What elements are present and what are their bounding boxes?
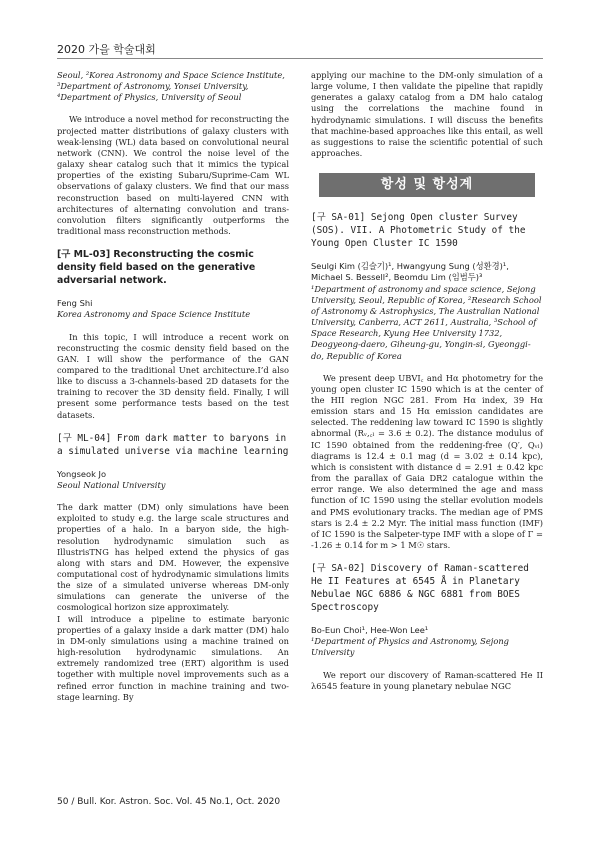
sa01-authors-line2: Michael S. Bessell², Beomdu Lim (임범두)³	[311, 272, 483, 283]
ml03-abstract: In this topic, I will introduce a recent work on reconstructing the cosmic density field based on the GAN. I will show the performance of the GAN compared to the traditional Unet architecture.I’d also like to discuss a 3-channels-based 2D datasets for the training to recover the 3D density field. Finally, I will present some performance tests based on the test datasets.	[57, 331, 289, 420]
ml03-title: [구 ML-03] Reconstructing the cosmic density field based on the generative adversarial network.	[57, 249, 256, 287]
ml04-abstract-p2: I will introduce a pipeline to estimate baryonic properties of a galaxy inside a dark matter (DM) halo in DM-only simulations using a machine trained on high-resolution hydrodynamic simulations. An extremely randomized tree (ERT) algorithm is used together with multiple novel improvements such as a refined error function in machine training and two-stage learning. By	[57, 613, 289, 702]
sa02-abstract: We report our discovery of Raman-scattered He II λ6545 feature in young planetary nebulae NGC	[311, 669, 543, 691]
page-footer: 50 / Bull. Kor. Astron. Soc. Vol. 45 No.1, Oct. 2020	[57, 797, 281, 807]
cnn-abstract: We introduce a novel method for reconstructing the projected matter distributions of galaxy clusters with weak-lensing (WL) data based on convolutional neural network (CNN). We control the noise level of the galaxy shear catalog such that it mimics the typical properties of the existing Subaru/Suprime-Cam WL observations of galaxy clusters. We find that our mass reconstruction based on multi-layered CNN with architectures of alternating convolution and trans-convolution filters significantly outperforms the traditional mass reconstruction methods.	[57, 114, 289, 237]
ml04-title: [구 ML-04] From dark matter to baryons in a simulated universe via machine learning	[57, 432, 289, 457]
sa01-title: [구 SA-01] Sejong Open cluster Survey (SOS). VII. A Photometric Study of the Young Open Cluster IC 1590	[311, 212, 526, 250]
sa01-abstract: We present deep UBVI꜀ and Hα photometry for the young open cluster IC 1590 which is at the center of the HII region NGC 281. From Hα index, 39 Hα emission stars and 15 Hα emission candidates are selected. The reddening law toward IC 1590 is slightly abnormal (Rᵥ,꜀ₗ = 3.6 ± 0.2). The distance modulus of IC 1590 obtained from the reddening-free (Q′, Qᵥₗ) diagrams is 12.4 ± 0.1 mag (d = 3.02 ± 0.14 kpc), which is consistent with distance d = 2.91 ± 0.42 kpc from the parallax of Gaia DR2 catalogue within the error range. We also determined the age and mass function of IC 1590 using the stellar evolution models and PMS evolutionary tracks. The median age of PMS stars is 2.4 ± 2.2 Myr. The initial mass function (IMF) of IC 1590 is the Salpeter-type IMF with a slope of Γ = -1.26 ± 0.14 for m > 1 M☉ stars.	[311, 372, 543, 550]
ml04-abstract-continued: applying our machine to the DM-only simulation of a large volume, I then validate the pipeline that rapidly generates a galaxy catalog from a DM halo catalog using the correlations the machine found in hydrodynamic simulations. I will discuss the benefits that machine-based approaches like this entail, as well as suggestions to raise the scientific potential of such approaches.	[311, 70, 543, 159]
ml04-abstract-p1: The dark matter (DM) only simulations have been exploited to study e.g. the large scale structures and properties of a halo. In a baryon side, the high-resolution hydrodynamic simulation such as IllustrisTNG has helped extend the physics of gas along with stars and DM. However, the expensive computational cost of hydrodynamic simulations limits the size of a simulated universe whereas DM-only simulations can generate the universe of the cosmological horizon size approximately.	[57, 502, 289, 613]
ml03-affiliation: Korea Astronomy and Space Science Institute	[57, 309, 251, 320]
sa02-title: [구 SA-02] Discovery of Raman-scattered He II Features at 6545 Å in Planetary Nebulae NGC 6886 & NGC 6881 from BOES Spectroscopy	[311, 563, 529, 614]
ml04-affiliation: Seoul National University	[57, 479, 166, 490]
ml03-author: Feng Shi	[57, 298, 93, 309]
sa02-authors: Bo-Eun Choi¹, Hee-Won Lee¹	[311, 625, 429, 636]
ml04-author: Yongseok Jo	[57, 468, 107, 479]
sa01-authors-line1: Seulgi Kim (김슬기)¹, Hwangyung Sung (성환경)¹,	[311, 261, 509, 272]
header-rule	[57, 58, 543, 59]
running-header: 2020 가을 학술대회	[57, 43, 156, 56]
sa02-affiliation: ¹Department of Physics and Astronomy, Sejong University	[311, 636, 509, 658]
affiliation-continued: Seoul, ²Korea Astronomy and Space Science Institute, ³Department of Astronomy, Yonsei University, ⁴Department of Physics, University of Seoul	[57, 70, 285, 103]
section-banner: 항성 및 항성계	[319, 173, 535, 197]
left-column	[57, 70, 289, 703]
sa01-affiliation: ¹Department of astronomy and space science, Sejong University, Seoul, Republic of Korea, ²Research School of Astronomy & Astrophysics, The Australian National University, Canberra, ACT 2611, Australia, ³School of Space Research, Kyung Hee University 1732, Deogyeong-daero, Giheung-gu, Yongin-si, Gyeonggi-do, Republic of Korea	[311, 283, 542, 361]
right-column	[311, 70, 543, 692]
